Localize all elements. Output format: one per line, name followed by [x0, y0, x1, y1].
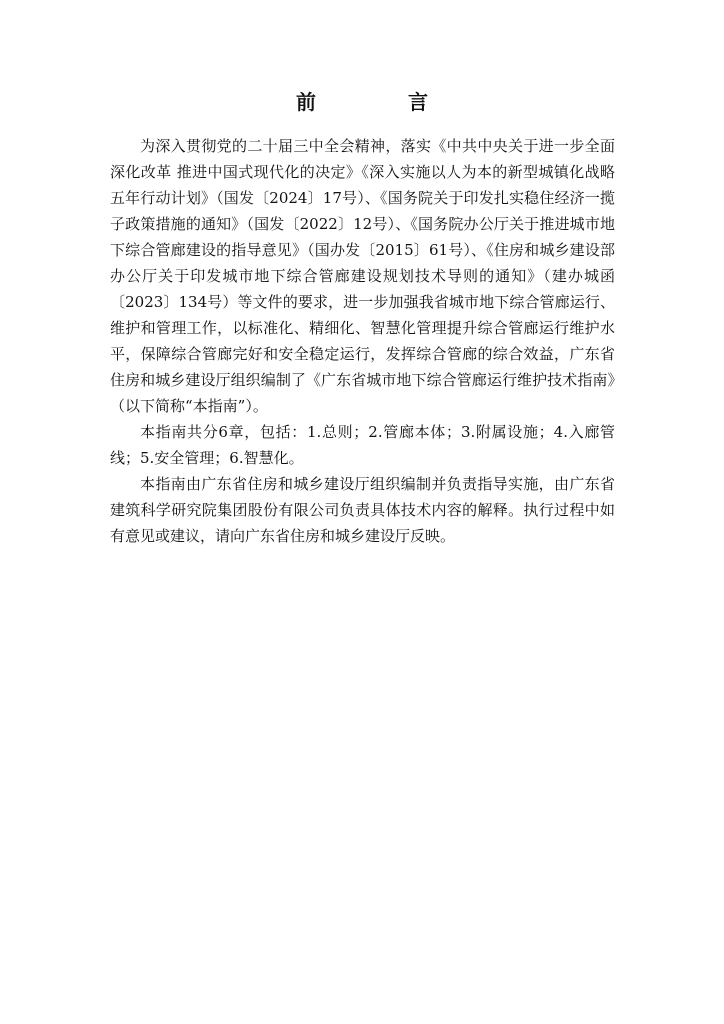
preface-body [110, 133, 615, 549]
paragraph-purpose: 为深入贯彻党的二十届三中全会精神，落实《中共中央关于进一步全面深化改革 推进中国式现代化的决定》《深入实施以人为本的新型城镇化战略五年行动计划》（国发〔2024〕17号）、《国务院关于印发扎实稳住经济一揽子政策措施的通知》（国发〔2022〕12号）、《国务院办公厅关于推进城市地下综合管廊建设的指导意见》（国办发〔2015〕61号）、《住房和城乡建设部办公厅关于印发城市地下综合管廊建设规划技术导则的通知》（建办城函〔2023〕134号）等文件的要求，进一步加强我省城市地下综合管廊运行、维护和管理工作，以标准化、精细化、智慧化管理提升综合管廊运行维护水平，保障综合管廊完好和安全稳定运行，发挥综合管廊的综合效益，广东省住房和城乡建设厅组织编制了《广东省城市地下综合管廊运行维护技术指南》（以下简称“本指南”）。 [110, 137, 615, 415]
page-title: 前 言 [296, 90, 464, 114]
paragraph-chapters: 本指南共分6章，包括：1.总则；2.管廊本体；3.附属设施；4.入廊管线；5.安全管理；6.智慧化。 [110, 423, 615, 467]
paragraph-responsibility: 本指南由广东省住房和城乡建设厅组织编制并负责指导实施，由广东省建筑科学研究院集团股份有限公司负责具体技术内容的解释。执行过程中如有意见或建议，请向广东省住房和城乡建设厅反映。 [110, 475, 615, 545]
